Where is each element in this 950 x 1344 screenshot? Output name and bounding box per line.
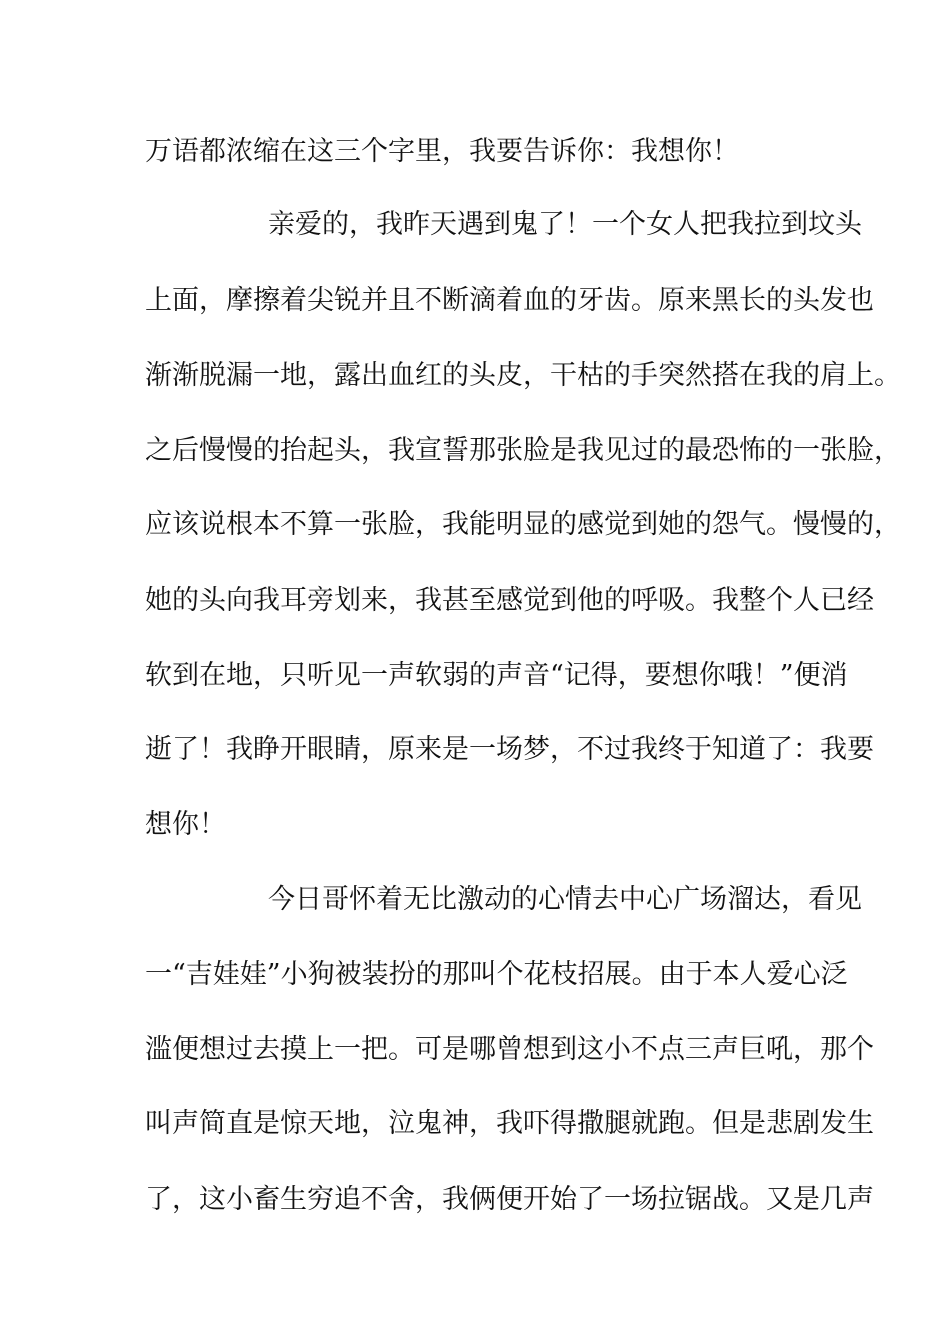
text-line: 之后慢慢的抬起头，我宣誓那张脸是我见过的最恐怖的一张脸，	[145, 435, 901, 466]
text-line: 滥便想过去摸上一把。可是哪曾想到这小不点三声巨吼，那个	[145, 1034, 874, 1065]
text-line: 她的头向我耳旁划来，我甚至感觉到他的呼吸。我整个人已经	[145, 585, 874, 616]
text-line: 叫声简直是惊天地，泣鬼神，我吓得撒腿就跑。但是悲剧发生	[145, 1108, 874, 1139]
text-line: 逝了！我睁开眼睛，原来是一场梦，不过我终于知道了：我要	[145, 734, 874, 765]
text-line: 渐渐脱漏一地，露出血红的头皮，干枯的手突然搭在我的肩上。	[145, 360, 901, 391]
text-line: 上面，摩擦着尖锐并且不断滴着血的牙齿。原来黑长的头发也	[145, 285, 874, 316]
text-line: 软到在地，只听见一声软弱的声音“记得，要想你哦！”便消	[145, 660, 848, 691]
text-line: 一“吉娃娃”小狗被装扮的那叫个花枝招展。由于本人爱心泛	[145, 959, 848, 990]
text-line: 应该说根本不算一张脸，我能明显的感觉到她的怨气。慢慢的，	[145, 509, 901, 540]
text-line: 想你！	[145, 809, 226, 840]
paragraph-start-line: 亲爱的，我昨天遇到鬼了！一个女人把我拉到坟头	[268, 209, 862, 240]
text-line: 了，这小畜生穷追不舍，我俩便开始了一场拉锯战。又是几声	[145, 1184, 874, 1215]
text-line: 万语都浓缩在这三个字里，我要告诉你：我想你！	[145, 136, 739, 167]
paragraph-start-line: 今日哥怀着无比激动的心情去中心广场溜达，看见	[268, 884, 862, 915]
